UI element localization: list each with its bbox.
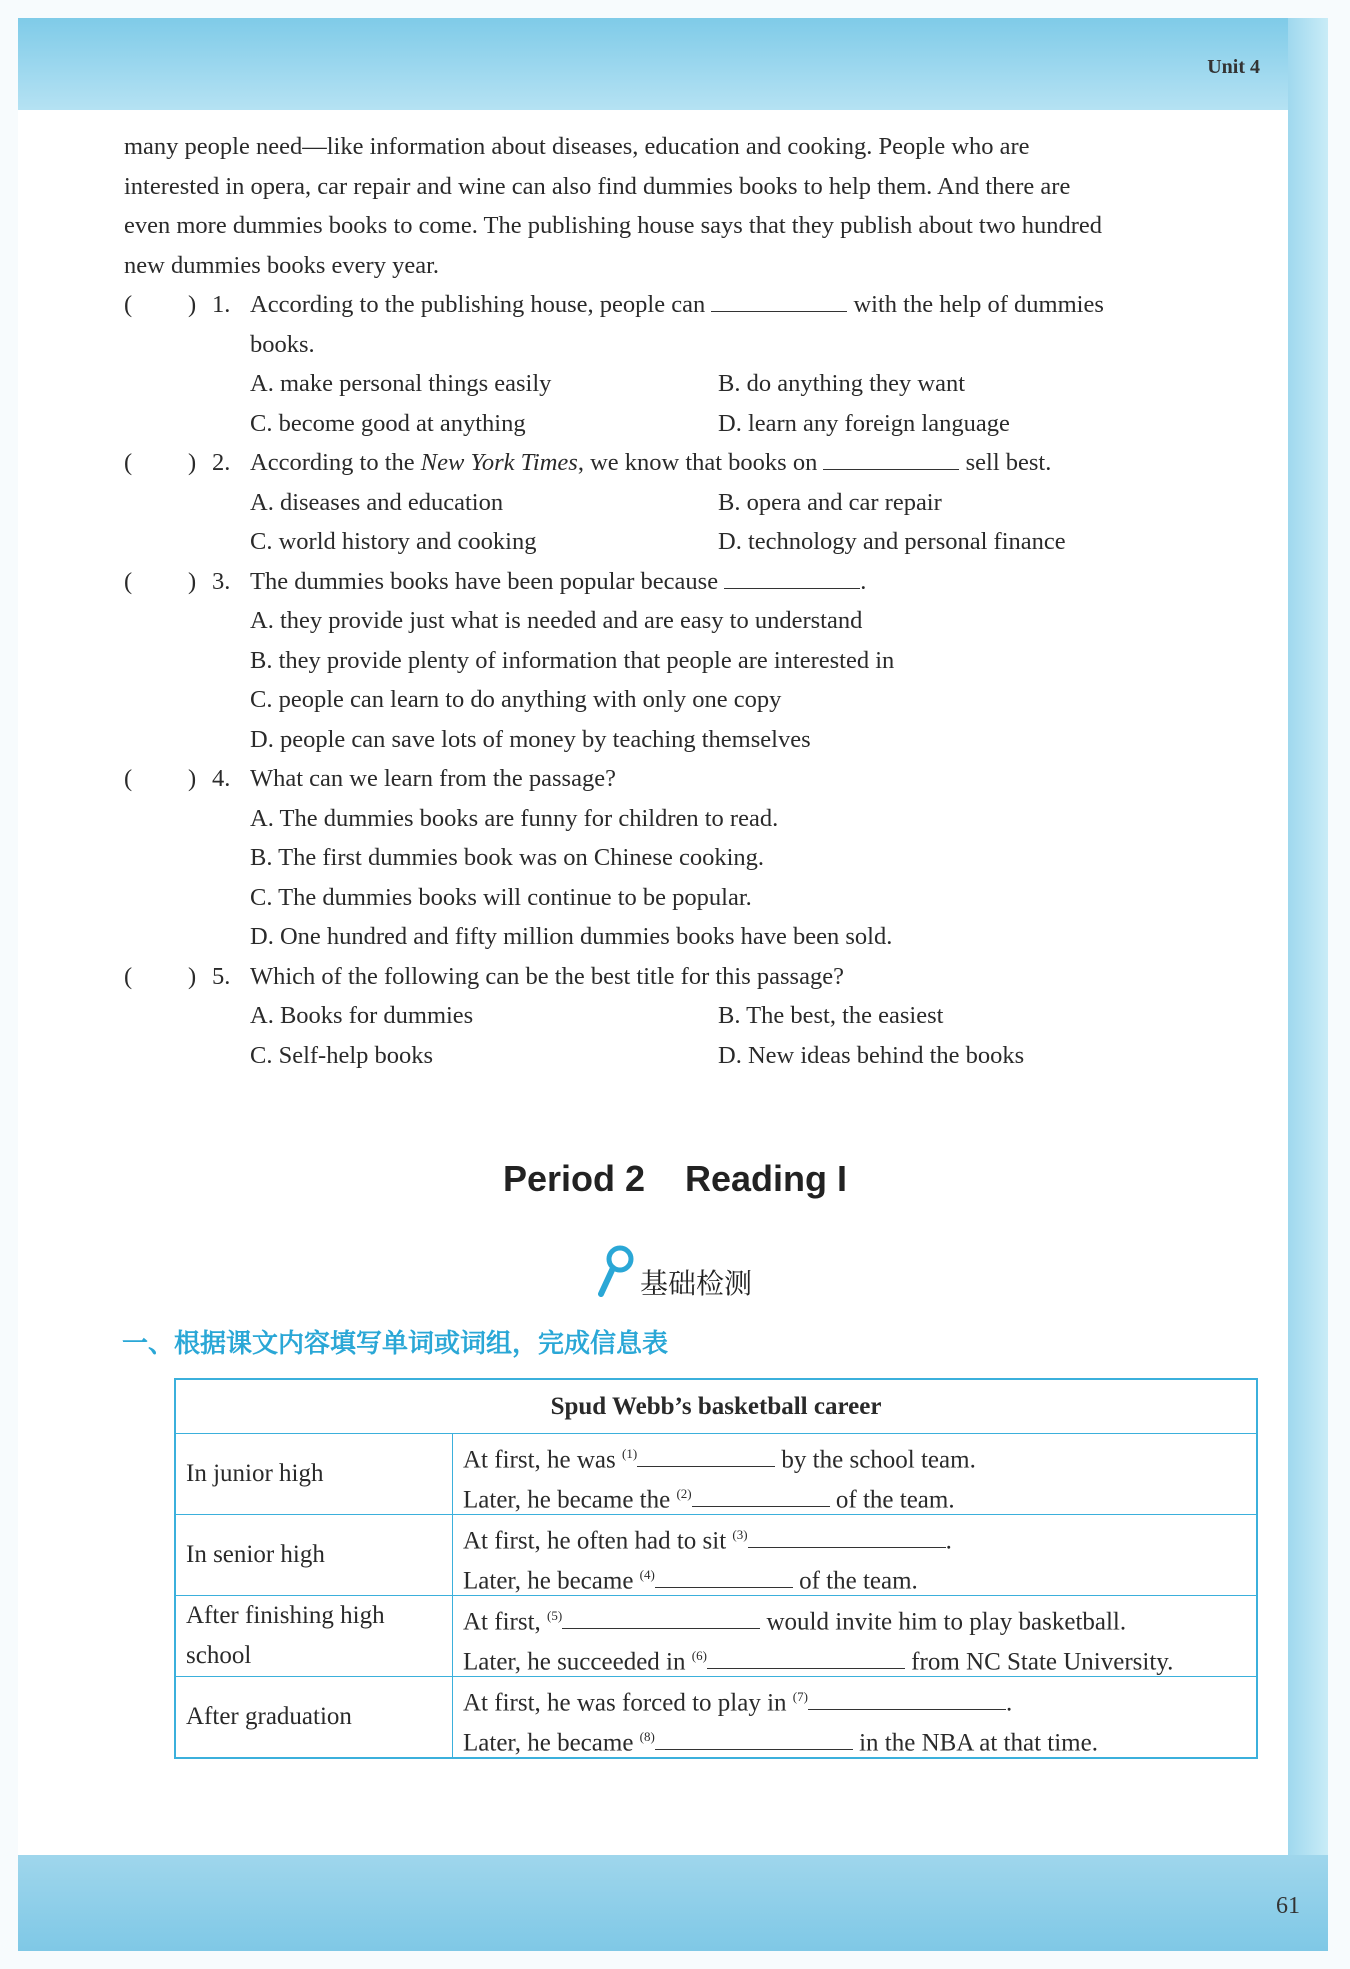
stem-text: According to the bbox=[250, 449, 415, 476]
question-stem: What can we learn from the passage? bbox=[250, 765, 616, 792]
question-number: 4. bbox=[212, 765, 231, 792]
answer-paren-close: ) bbox=[188, 765, 197, 792]
question-stem-continued bbox=[124, 325, 1244, 365]
answer-blank[interactable] bbox=[562, 1604, 760, 1629]
passage bbox=[124, 127, 1244, 285]
side-strip bbox=[1288, 18, 1328, 1858]
answer-blank[interactable] bbox=[808, 1685, 1006, 1710]
cell-text: Later, he became the bbox=[463, 1486, 671, 1514]
option-row bbox=[124, 1036, 1244, 1076]
option-row bbox=[124, 799, 1244, 839]
question-list bbox=[124, 285, 1244, 1075]
blank-number: (8) bbox=[639, 1729, 655, 1744]
blank-number: (5) bbox=[547, 1608, 563, 1623]
cell-text: At first, he often had to sit bbox=[463, 1527, 727, 1555]
unit-label: Unit 4 bbox=[1207, 56, 1260, 78]
option-c[interactable]: C. Self-help books bbox=[250, 1041, 434, 1069]
option-d[interactable]: D. One hundred and fifty million dummies books have been sold. bbox=[250, 923, 893, 950]
answer-paren-open[interactable]: ( bbox=[124, 765, 133, 792]
cell-text: . bbox=[1005, 1689, 1013, 1717]
question-1 bbox=[124, 285, 1244, 325]
option-d[interactable]: D. New ideas behind the books bbox=[718, 1041, 1025, 1069]
cell-text: . bbox=[945, 1527, 952, 1555]
detail-cell bbox=[453, 1434, 1258, 1515]
cell-text: At first, he was forced to play in bbox=[463, 1689, 787, 1717]
option-b[interactable]: B. they provide plenty of information that people are interested in bbox=[250, 646, 895, 674]
question-number: 3. bbox=[212, 567, 231, 595]
blank-number: (6) bbox=[691, 1648, 707, 1663]
stem-text: with the help of dummies bbox=[853, 291, 1104, 318]
option-c[interactable]: C. world history and cooking bbox=[250, 528, 537, 555]
question-stem bbox=[250, 443, 1051, 483]
option-d[interactable]: D. learn any foreign language bbox=[718, 409, 1010, 437]
table-row bbox=[175, 1515, 1257, 1596]
option-a[interactable]: A. The dummies books are funny for children to read. bbox=[250, 804, 779, 832]
option-c[interactable]: C. become good at anything bbox=[250, 409, 526, 437]
stem-text: According to the publishing house, people can bbox=[250, 291, 706, 318]
cell-text: from NC State University. bbox=[911, 1648, 1174, 1676]
answer-paren-open[interactable]: ( bbox=[124, 567, 133, 595]
option-row bbox=[124, 601, 1244, 641]
question-3 bbox=[124, 562, 1244, 602]
option-row bbox=[124, 364, 1244, 404]
option-row bbox=[124, 838, 1244, 878]
blank-number: (1) bbox=[622, 1446, 638, 1461]
detail-cell bbox=[453, 1596, 1258, 1677]
stem-text: sell best. bbox=[965, 449, 1052, 476]
passage-line: many people need—like information about diseases, education and cooking. People who are bbox=[124, 133, 1030, 160]
stage-cell: In senior high bbox=[175, 1515, 453, 1596]
option-b[interactable]: B. The best, the easiest bbox=[718, 1002, 944, 1029]
footer-band bbox=[18, 1855, 1328, 1951]
option-a[interactable]: A. diseases and education bbox=[250, 488, 504, 516]
question-stem bbox=[250, 285, 1104, 325]
option-row bbox=[124, 680, 1244, 720]
table-row bbox=[175, 1677, 1257, 1759]
stem-italic: New York Times bbox=[420, 449, 578, 476]
task-title: 一、根据课文内容填写单词或词组，完成信息表 bbox=[122, 1329, 669, 1359]
cell-text: in the NBA at that time. bbox=[859, 1729, 1098, 1757]
option-row bbox=[124, 522, 1244, 562]
option-row bbox=[124, 996, 1244, 1036]
answer-blank[interactable] bbox=[711, 287, 847, 312]
stage-cell: After graduation bbox=[175, 1677, 453, 1759]
answer-blank[interactable] bbox=[655, 1563, 793, 1588]
option-c[interactable]: C. The dummies books will continue to be popular. bbox=[250, 883, 752, 911]
table-row bbox=[175, 1434, 1257, 1515]
cell-text: of the team. bbox=[799, 1567, 918, 1595]
option-a[interactable]: A. Books for dummies bbox=[250, 1002, 474, 1029]
cell-text: Later, he succeeded in bbox=[463, 1648, 686, 1676]
blank-number: (4) bbox=[639, 1567, 655, 1582]
answer-paren-close: ) bbox=[188, 449, 197, 476]
cell-text: Later, he became bbox=[463, 1729, 634, 1757]
section-title: 基础检测 bbox=[640, 1267, 753, 1300]
blank-number: (2) bbox=[676, 1486, 692, 1501]
stem-text: The dummies books have been popular because bbox=[250, 567, 719, 595]
option-row bbox=[124, 641, 1244, 681]
option-row bbox=[124, 483, 1244, 523]
option-b[interactable]: B. do anything they want bbox=[718, 370, 966, 397]
stem-text: , we know that books on bbox=[577, 449, 818, 476]
question-number: 1. bbox=[212, 291, 231, 318]
magnifier-icon bbox=[596, 1245, 636, 1299]
option-b[interactable]: B. opera and car repair bbox=[718, 488, 942, 516]
answer-blank[interactable] bbox=[707, 1644, 905, 1669]
cell-text: of the team. bbox=[835, 1486, 955, 1514]
answer-blank[interactable] bbox=[692, 1482, 830, 1507]
question-2 bbox=[124, 443, 1244, 483]
question-4 bbox=[124, 759, 1244, 799]
answer-blank[interactable] bbox=[655, 1725, 853, 1750]
stem-text: . bbox=[860, 567, 867, 595]
page-number: 61 bbox=[1276, 1893, 1300, 1919]
option-d[interactable]: D. people can save lots of money by teaching themselves bbox=[250, 725, 811, 753]
option-row bbox=[124, 404, 1244, 444]
detail-cell bbox=[453, 1677, 1258, 1759]
table-row bbox=[175, 1596, 1257, 1677]
passage-line: new dummies books every year. bbox=[124, 251, 440, 279]
info-table bbox=[174, 1378, 1258, 1759]
question-5 bbox=[124, 957, 1244, 997]
cell-text: by the school team. bbox=[781, 1446, 976, 1474]
answer-paren-open[interactable]: ( bbox=[124, 291, 133, 318]
option-a[interactable]: A. make personal things easily bbox=[250, 370, 552, 397]
stage-cell: In junior high bbox=[175, 1434, 453, 1515]
option-row bbox=[124, 878, 1244, 918]
blank-number: (7) bbox=[792, 1689, 808, 1704]
question-stem bbox=[250, 562, 866, 602]
passage-line: interested in opera, car repair and wine can also find dummies books to help them. And there are bbox=[124, 172, 1071, 200]
header-band bbox=[18, 18, 1328, 110]
option-b[interactable]: B. The first dummies book was on Chinese cooking. bbox=[250, 844, 764, 871]
cell-text: Later, he became bbox=[463, 1567, 634, 1595]
answer-paren-close: ) bbox=[188, 567, 197, 595]
option-a[interactable]: A. they provide just what is needed and are easy to understand bbox=[250, 607, 863, 634]
stem-text: books. bbox=[250, 330, 315, 358]
passage-line: even more dummies books to come. The publishing house says that they publish about two hundred bbox=[124, 212, 1103, 239]
answer-paren-open[interactable]: ( bbox=[124, 449, 133, 476]
cell-text: At first, bbox=[463, 1608, 541, 1636]
answer-paren-close: ) bbox=[188, 291, 197, 318]
question-stem: Which of the following can be the best title for this passage? bbox=[250, 962, 844, 990]
answer-paren-open[interactable]: ( bbox=[124, 962, 133, 990]
option-c[interactable]: C. people can learn to do anything with only one copy bbox=[250, 686, 782, 713]
question-number: 5. bbox=[212, 962, 231, 990]
cell-text: would invite him to play basketball. bbox=[766, 1608, 1127, 1636]
stage-cell: After finishing high school bbox=[175, 1596, 453, 1677]
answer-blank[interactable] bbox=[748, 1523, 946, 1548]
detail-cell bbox=[453, 1515, 1258, 1596]
answer-blank[interactable] bbox=[637, 1442, 775, 1467]
question-number: 2. bbox=[212, 449, 231, 476]
answer-paren-close: ) bbox=[188, 962, 197, 990]
blank-number: (3) bbox=[732, 1527, 748, 1542]
option-row bbox=[124, 720, 1244, 760]
answer-blank[interactable] bbox=[724, 564, 860, 589]
cell-text: At first, he was bbox=[463, 1446, 616, 1474]
option-d[interactable]: D. technology and personal finance bbox=[718, 528, 1066, 555]
table-title: Spud Webb’s basketball career bbox=[175, 1379, 1257, 1434]
answer-blank[interactable] bbox=[823, 445, 959, 470]
period-title: Period 2 Reading I bbox=[502, 1158, 848, 1199]
option-row bbox=[124, 917, 1244, 957]
